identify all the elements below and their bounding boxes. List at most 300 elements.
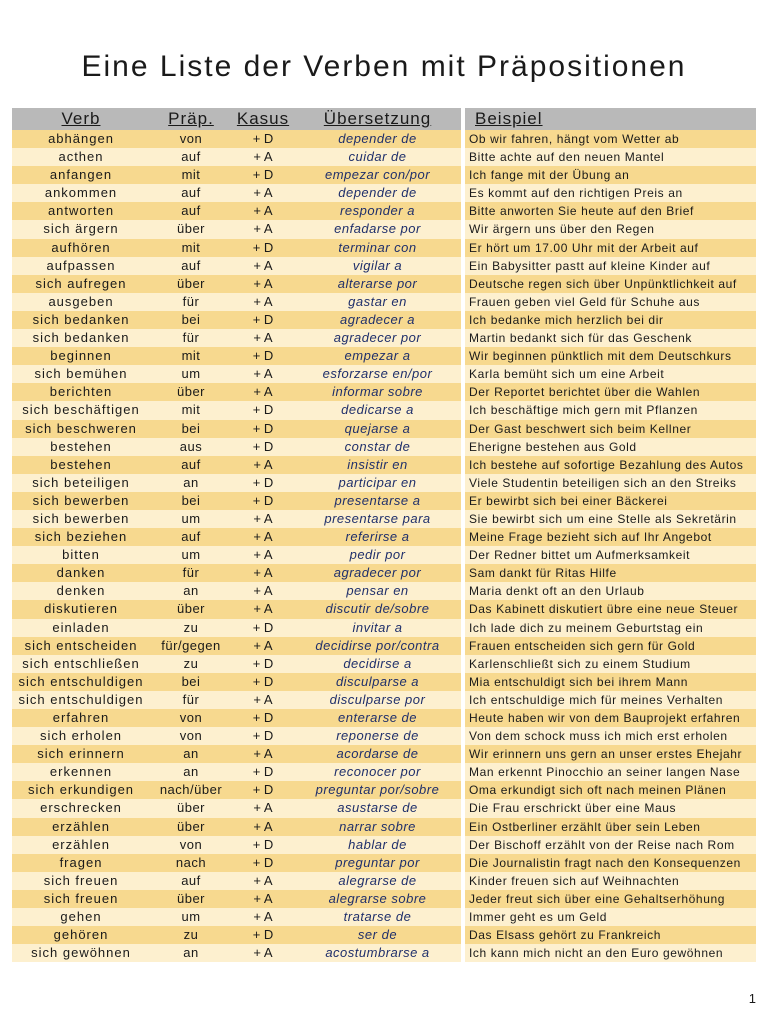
case-cell: + D bbox=[252, 927, 274, 943]
preposition-cell: an bbox=[183, 764, 199, 780]
row-left-block bbox=[12, 763, 461, 781]
verb-cell: sich bedanken bbox=[32, 330, 130, 346]
preposition-cell: für bbox=[182, 330, 200, 346]
row-left-block bbox=[12, 220, 461, 238]
example-cell: Eherigne bestehen aus Gold bbox=[465, 438, 756, 456]
verb-cell: bestehen bbox=[50, 438, 112, 454]
table-row bbox=[12, 546, 756, 564]
translation-cell: insistir en bbox=[347, 456, 408, 472]
example-cell: Ich entschuldige mich für meines Verhalten bbox=[465, 691, 756, 709]
translation-cell: participar en bbox=[338, 474, 417, 490]
translation-cell: reponerse de bbox=[336, 728, 419, 744]
translation-cell: invitar a bbox=[352, 619, 403, 635]
case-cell: + D bbox=[252, 438, 274, 454]
case-cell: + D bbox=[252, 764, 274, 780]
example-cell: Wir ärgern uns über den Regen bbox=[465, 220, 756, 238]
row-left-block bbox=[12, 745, 461, 763]
translation-cell: quejarse a bbox=[344, 420, 411, 436]
table-row bbox=[12, 311, 756, 329]
example-cell: Mia entschuldigt sich bei ihrem Mann bbox=[465, 673, 756, 691]
translation-cell: empezar a bbox=[344, 348, 411, 364]
row-left-block bbox=[12, 673, 461, 691]
translation-cell: depender de bbox=[338, 131, 417, 146]
case-cell: + A bbox=[253, 510, 273, 526]
translation-cell: informar sobre bbox=[332, 384, 423, 400]
example-cell: Heute haben wir von dem Bauprojekt erfahren bbox=[465, 709, 756, 727]
row-left-block bbox=[12, 184, 461, 202]
table-row bbox=[12, 492, 756, 510]
verb-cell: diskutieren bbox=[44, 601, 118, 617]
preposition-cell: bei bbox=[181, 311, 201, 327]
preposition-cell: nach bbox=[175, 854, 207, 870]
verb-cell: erschrecken bbox=[40, 800, 122, 816]
header-translation: Übersetzung bbox=[323, 109, 432, 128]
table-row bbox=[12, 600, 756, 618]
case-cell: + A bbox=[253, 547, 273, 563]
translation-cell: depender de bbox=[338, 185, 417, 201]
case-cell: + A bbox=[253, 746, 273, 762]
example-cell: Kinder freuen sich auf Weihnachten bbox=[465, 872, 756, 890]
preposition-cell: mit bbox=[181, 239, 201, 255]
preposition-cell: auf bbox=[181, 257, 201, 273]
row-left-block bbox=[12, 420, 461, 438]
example-cell: Von dem schock muss ich mich erst erholen bbox=[465, 727, 756, 745]
example-cell: Ob wir fahren, hängt vom Wetter ab bbox=[465, 130, 756, 148]
case-cell: + A bbox=[253, 366, 273, 382]
header-kasus: Kasus bbox=[236, 109, 290, 128]
translation-cell: gastar en bbox=[348, 293, 407, 309]
case-cell: + A bbox=[253, 221, 273, 237]
case-cell: + D bbox=[252, 836, 274, 852]
verb-cell: sich aufregen bbox=[35, 275, 127, 291]
table-row bbox=[12, 944, 756, 962]
row-left-block bbox=[12, 564, 461, 582]
case-cell: + A bbox=[253, 203, 273, 219]
example-cell: Ein Ostberliner erzählt über sein Leben bbox=[465, 818, 756, 836]
preposition-cell: über bbox=[176, 601, 206, 617]
case-cell: + A bbox=[253, 637, 273, 653]
example-cell: Der Redner bittet um Aufmerksamkeit bbox=[465, 546, 756, 564]
preposition-cell: von bbox=[179, 728, 203, 744]
verb-cell: sich freuen bbox=[43, 890, 119, 906]
verb-cell: sich beziehen bbox=[34, 529, 128, 545]
case-cell: + A bbox=[253, 890, 273, 906]
verb-cell: aufhören bbox=[51, 239, 111, 255]
example-cell: Der Gast beschwert sich beim Kellner bbox=[465, 420, 756, 438]
preposition-cell: für bbox=[182, 565, 200, 581]
translation-cell: tratarse de bbox=[343, 909, 412, 925]
preposition-cell: über bbox=[176, 800, 206, 816]
example-cell: Ich bedanke mich herzlich bei dir bbox=[465, 311, 756, 329]
case-cell: + A bbox=[253, 691, 273, 707]
preposition-cell: an bbox=[183, 746, 199, 762]
preposition-cell: zu bbox=[183, 619, 199, 635]
case-cell: + A bbox=[253, 257, 273, 273]
verb-cell: sich entschließen bbox=[22, 655, 140, 671]
preposition-cell: auf bbox=[181, 456, 201, 472]
row-left-block bbox=[12, 799, 461, 817]
table-row bbox=[12, 365, 756, 383]
example-cell: Viele Studentin beteiligen sich an den Streiks bbox=[465, 474, 756, 492]
page-title: Eine Liste der Verben mit Präpositionen bbox=[81, 50, 687, 83]
verb-cell: abhängen bbox=[48, 131, 114, 146]
row-left-block bbox=[12, 401, 461, 419]
example-cell: Er hört um 17.00 Uhr mit der Arbeit auf bbox=[465, 239, 756, 257]
verb-cell: sich beschweren bbox=[25, 420, 137, 436]
verb-cell: sich beteiligen bbox=[32, 474, 130, 490]
example-cell: Bitte anworten Sie heute auf den Brief bbox=[465, 202, 756, 220]
header-left-block bbox=[12, 108, 461, 130]
preposition-cell: von bbox=[179, 131, 203, 146]
translation-cell: acordarse de bbox=[336, 746, 419, 762]
row-left-block bbox=[12, 456, 461, 474]
verb-table bbox=[12, 108, 756, 962]
example-cell: Ich kann mich nicht an den Euro gewöhnen bbox=[465, 944, 756, 962]
verb-cell: einladen bbox=[52, 619, 110, 635]
preposition-cell: an bbox=[183, 945, 199, 961]
case-cell: + A bbox=[253, 909, 273, 925]
preposition-cell: bei bbox=[181, 420, 201, 436]
row-left-block bbox=[12, 836, 461, 854]
table-row bbox=[12, 257, 756, 275]
preposition-cell: um bbox=[181, 547, 201, 563]
table-body bbox=[12, 130, 756, 962]
translation-cell: agradecer por bbox=[333, 565, 422, 581]
preposition-cell: auf bbox=[181, 872, 201, 888]
preposition-cell: über bbox=[176, 818, 206, 834]
preposition-cell: zu bbox=[183, 655, 199, 671]
verb-cell: sich bewerben bbox=[32, 492, 130, 508]
table-row bbox=[12, 383, 756, 401]
row-left-block bbox=[12, 926, 461, 944]
row-left-block bbox=[12, 944, 461, 962]
verb-cell: anfangen bbox=[49, 167, 113, 183]
preposition-cell: über bbox=[176, 221, 206, 237]
case-cell: + D bbox=[252, 402, 274, 418]
translation-cell: terminar con bbox=[338, 239, 417, 255]
example-cell: Ich lade dich zu meinem Geburtstag ein bbox=[465, 619, 756, 637]
verb-cell: bitten bbox=[62, 547, 100, 563]
row-left-block bbox=[12, 239, 461, 257]
row-left-block bbox=[12, 872, 461, 890]
preposition-cell: mit bbox=[181, 348, 201, 364]
translation-cell: presentarse para bbox=[324, 510, 431, 526]
table-row bbox=[12, 673, 756, 691]
translation-cell: referirse a bbox=[345, 529, 410, 545]
verb-cell: sich gewöhnen bbox=[31, 945, 131, 961]
example-cell: Die Journalistin fragt nach den Konsequenzen bbox=[465, 854, 756, 872]
verb-cell: erfahren bbox=[52, 710, 110, 725]
verb-cell: sich bemühen bbox=[34, 366, 128, 382]
row-left-block bbox=[12, 474, 461, 492]
preposition-cell: bei bbox=[181, 492, 201, 508]
example-cell: Ich beschäftige mich gern mit Pflanzen bbox=[465, 401, 756, 419]
table-row bbox=[12, 130, 756, 148]
preposition-cell: aus bbox=[179, 438, 203, 454]
table-row bbox=[12, 329, 756, 347]
translation-cell: empezar con/por bbox=[324, 167, 431, 183]
verb-cell: sich freuen bbox=[43, 872, 119, 888]
case-cell: + D bbox=[252, 673, 274, 689]
translation-cell: ser de bbox=[357, 927, 398, 943]
verb-cell: erzählen bbox=[52, 836, 110, 852]
translation-cell: alterarse por bbox=[337, 275, 418, 291]
table-row bbox=[12, 202, 756, 220]
translation-cell: agradecer por bbox=[333, 330, 422, 346]
table-row bbox=[12, 456, 756, 474]
translation-cell: agradecer a bbox=[340, 311, 415, 327]
translation-cell: acostumbrarse a bbox=[325, 945, 430, 961]
row-left-block bbox=[12, 781, 461, 799]
row-left-block bbox=[12, 528, 461, 546]
translation-cell: constar de bbox=[344, 438, 411, 454]
table-row bbox=[12, 745, 756, 763]
preposition-cell: auf bbox=[181, 185, 201, 201]
translation-cell: enterarse de bbox=[338, 710, 417, 725]
example-cell: Martin bedankt sich für das Geschenk bbox=[465, 329, 756, 347]
table-row bbox=[12, 293, 756, 311]
example-cell: Frauen entscheiden sich gern für Gold bbox=[465, 637, 756, 655]
case-cell: + A bbox=[253, 800, 273, 816]
case-cell: + A bbox=[253, 818, 273, 834]
table-row bbox=[12, 239, 756, 257]
table-row bbox=[12, 890, 756, 908]
case-cell: + D bbox=[252, 311, 274, 327]
row-left-block bbox=[12, 148, 461, 166]
translation-cell: discutir de/sobre bbox=[325, 601, 430, 617]
case-cell: + D bbox=[252, 239, 274, 255]
header-verb: Verb bbox=[61, 109, 101, 128]
row-left-block bbox=[12, 600, 461, 618]
translation-cell: pensar en bbox=[346, 583, 409, 599]
example-cell: Karla bemüht sich um eine Arbeit bbox=[465, 365, 756, 383]
row-left-block bbox=[12, 365, 461, 383]
row-left-block bbox=[12, 582, 461, 600]
example-cell: Jeder freut sich über eine Gehaltserhöhung bbox=[465, 890, 756, 908]
table-row bbox=[12, 691, 756, 709]
example-cell: Das Kabinett diskutiert übre eine neue Steuer bbox=[465, 600, 756, 618]
verb-cell: sich bewerben bbox=[32, 510, 130, 526]
row-left-block bbox=[12, 655, 461, 673]
translation-cell: narrar sobre bbox=[339, 818, 416, 834]
preposition-cell: an bbox=[183, 474, 199, 490]
table-row bbox=[12, 438, 756, 456]
row-left-block bbox=[12, 510, 461, 528]
translation-cell: responder a bbox=[340, 203, 415, 219]
table-row bbox=[12, 637, 756, 655]
example-cell: Immer geht es um Geld bbox=[465, 908, 756, 926]
preposition-cell: um bbox=[181, 909, 201, 925]
preposition-cell: über bbox=[176, 890, 206, 906]
case-cell: + D bbox=[252, 655, 274, 671]
verb-cell: beginnen bbox=[50, 348, 112, 364]
verb-cell: berichten bbox=[49, 384, 113, 400]
case-cell: + D bbox=[252, 619, 274, 635]
table-row bbox=[12, 854, 756, 872]
table-row bbox=[12, 401, 756, 419]
verb-cell: sich entschuldigen bbox=[18, 691, 144, 707]
row-left-block bbox=[12, 818, 461, 836]
translation-cell: preguntar por bbox=[335, 854, 420, 870]
table-row bbox=[12, 709, 756, 727]
case-cell: + A bbox=[253, 601, 273, 617]
table-row bbox=[12, 781, 756, 799]
table-row bbox=[12, 474, 756, 492]
verb-cell: aufpassen bbox=[46, 257, 116, 273]
example-cell: Maria denkt oft an den Urlaub bbox=[465, 582, 756, 600]
translation-cell: preguntar por/sobre bbox=[315, 782, 440, 798]
row-left-block bbox=[12, 546, 461, 564]
row-left-block bbox=[12, 619, 461, 637]
preposition-cell: mit bbox=[181, 402, 201, 418]
example-cell: Das Elsass gehört zu Frankreich bbox=[465, 926, 756, 944]
verb-cell: erzählen bbox=[52, 818, 110, 834]
table-row bbox=[12, 727, 756, 745]
table-row bbox=[12, 818, 756, 836]
example-cell: Frauen geben viel Geld für Schuhe aus bbox=[465, 293, 756, 311]
preposition-cell: für bbox=[182, 691, 200, 707]
case-cell: + D bbox=[252, 854, 274, 870]
translation-cell: asustarse de bbox=[337, 800, 418, 816]
table-row bbox=[12, 564, 756, 582]
table-row bbox=[12, 184, 756, 202]
row-left-block bbox=[12, 637, 461, 655]
translation-cell: hablar de bbox=[348, 836, 407, 852]
row-left-block bbox=[12, 854, 461, 872]
case-cell: + D bbox=[252, 782, 274, 798]
preposition-cell: um bbox=[181, 366, 201, 382]
table-row bbox=[12, 347, 756, 365]
example-cell: Karlenschließt sich zu einem Studium bbox=[465, 655, 756, 673]
preposition-cell: mit bbox=[181, 167, 201, 183]
translation-cell: cuidar de bbox=[348, 149, 407, 165]
row-left-block bbox=[12, 347, 461, 365]
verb-cell: gehören bbox=[53, 927, 109, 943]
table-row bbox=[12, 926, 756, 944]
verb-cell: sich erholen bbox=[39, 728, 123, 744]
example-cell: Der Reportet berichtet über die Wahlen bbox=[465, 383, 756, 401]
case-cell: + A bbox=[253, 872, 273, 888]
table-row bbox=[12, 836, 756, 854]
row-left-block bbox=[12, 383, 461, 401]
row-left-block bbox=[12, 691, 461, 709]
preposition-cell: auf bbox=[181, 149, 201, 165]
preposition-cell: nach/über bbox=[159, 782, 223, 798]
verb-cell: acthen bbox=[58, 149, 104, 165]
verb-cell: sich bedanken bbox=[32, 311, 130, 327]
table-row bbox=[12, 799, 756, 817]
case-cell: + A bbox=[253, 529, 273, 545]
table-row bbox=[12, 872, 756, 890]
translation-cell: pedir por bbox=[349, 547, 406, 563]
translation-cell: esforzarse en/por bbox=[322, 366, 433, 382]
table-row bbox=[12, 619, 756, 637]
preposition-cell: zu bbox=[183, 927, 199, 943]
case-cell: + D bbox=[252, 420, 274, 436]
case-cell: + D bbox=[252, 167, 274, 183]
verb-cell: sich beschäftigen bbox=[22, 402, 140, 418]
translation-cell: decidirse por/contra bbox=[315, 637, 440, 653]
header-example: Beispiel bbox=[465, 108, 756, 130]
preposition-cell: auf bbox=[181, 529, 201, 545]
example-cell: Deutsche regen sich über Unpünktlichkeit auf bbox=[465, 275, 756, 293]
table-row bbox=[12, 220, 756, 238]
translation-cell: dedicarse a bbox=[341, 402, 414, 418]
row-left-block bbox=[12, 727, 461, 745]
verb-cell: sich entscheiden bbox=[24, 637, 138, 653]
case-cell: + D bbox=[252, 728, 274, 744]
translation-cell: reconocer por bbox=[334, 764, 421, 780]
preposition-cell: um bbox=[181, 510, 201, 526]
translation-cell: vigilar a bbox=[352, 257, 403, 273]
case-cell: + D bbox=[252, 710, 274, 725]
preposition-cell: über bbox=[176, 275, 206, 291]
verb-cell: bestehen bbox=[50, 456, 112, 472]
verb-cell: sich ärgern bbox=[43, 221, 119, 237]
verb-cell: sich entschuldigen bbox=[18, 673, 144, 689]
verb-cell: danken bbox=[56, 565, 106, 581]
case-cell: + D bbox=[252, 492, 274, 508]
translation-cell: enfadarse por bbox=[334, 221, 421, 237]
row-left-block bbox=[12, 130, 461, 148]
translation-cell: disculparse a bbox=[335, 673, 420, 689]
translation-cell: presentarse a bbox=[334, 492, 421, 508]
case-cell: + D bbox=[252, 131, 274, 146]
translation-cell: decidirse a bbox=[343, 655, 412, 671]
case-cell: + A bbox=[253, 565, 273, 581]
table-row bbox=[12, 275, 756, 293]
table-row bbox=[12, 420, 756, 438]
example-cell: Ich fange mit der Übung an bbox=[465, 166, 756, 184]
case-cell: + A bbox=[253, 275, 273, 291]
verb-cell: antworten bbox=[47, 203, 115, 219]
example-cell: Meine Frage bezieht sich auf Ihr Angebot bbox=[465, 528, 756, 546]
row-left-block bbox=[12, 329, 461, 347]
case-cell: + A bbox=[253, 149, 273, 165]
case-cell: + D bbox=[252, 474, 274, 490]
row-left-block bbox=[12, 908, 461, 926]
case-cell: + A bbox=[253, 384, 273, 400]
example-cell: Man erkennt Pinocchio an seiner langen Nase bbox=[465, 763, 756, 781]
row-left-block bbox=[12, 709, 461, 727]
row-left-block bbox=[12, 202, 461, 220]
example-cell: Die Frau erschrickt über eine Maus bbox=[465, 799, 756, 817]
row-left-block bbox=[12, 293, 461, 311]
table-row bbox=[12, 582, 756, 600]
verb-cell: fragen bbox=[59, 854, 103, 870]
table-row bbox=[12, 763, 756, 781]
example-cell: Sam dankt für Ritas Hilfe bbox=[465, 564, 756, 582]
row-left-block bbox=[12, 311, 461, 329]
case-cell: + A bbox=[253, 185, 273, 201]
row-left-block bbox=[12, 166, 461, 184]
case-cell: + A bbox=[253, 330, 273, 346]
preposition-cell: über bbox=[176, 384, 206, 400]
verb-cell: ankommen bbox=[44, 185, 118, 201]
preposition-cell: von bbox=[179, 836, 203, 852]
example-cell: Er bewirbt sich bei einer Bäckerei bbox=[465, 492, 756, 510]
translation-cell: alegrarse sobre bbox=[328, 890, 427, 906]
page-number: 1 bbox=[748, 991, 756, 1006]
row-left-block bbox=[12, 492, 461, 510]
preposition-cell: für/gegen bbox=[161, 637, 221, 653]
example-cell: Oma erkundigt sich oft nach meinen Plänen bbox=[465, 781, 756, 799]
table-row bbox=[12, 510, 756, 528]
row-left-block bbox=[12, 275, 461, 293]
example-cell: Bitte achte auf den neuen Mantel bbox=[465, 148, 756, 166]
row-left-block bbox=[12, 890, 461, 908]
example-cell: Der Bischoff erzählt von der Reise nach Rom bbox=[465, 836, 756, 854]
